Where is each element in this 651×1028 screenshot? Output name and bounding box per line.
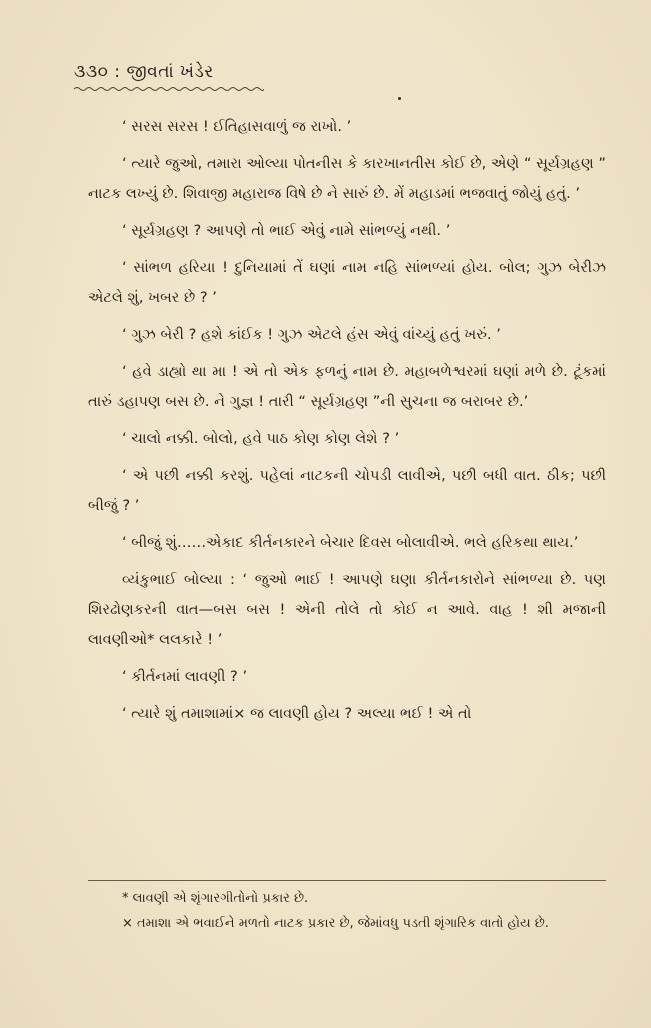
wavy-rule-ornament — [74, 86, 264, 92]
paragraph: ‘ કીર્તનમાં લાવણી ? ’ — [122, 668, 248, 685]
paragraph: ‘ ગુઝ બેરી ? હશે કાંઈક ! ગુઝ એટલે હંસ એવું વાંચ્યું હતું ખરું. ’ — [122, 326, 501, 343]
paragraph: ‘ સૂર્યગ્રહણ ? આપણે તો ભાઈ એવું નામે સાંભળ્યું નથી. ’ — [122, 222, 451, 239]
paragraph: ‘ ત્યારે જુઓ, તમારા ઓલ્યા પોતનીસ કે કારખાનતીસ કોઈ છે, એણે “ સૂર્યગ્રહણ ” નાટક લખ્યું છે. શિવાજી મહારાજ વિષે છે ને સારું છે. મેં મહાડમાં ભજવાતું જોયું હતું. ’ — [88, 155, 606, 202]
footnote-rule — [88, 880, 606, 881]
paragraph: ‘ સાંભળ હરિયા ! દુનિયામાં તેં ઘણાં નામ નહિ સાંભળ્યાં હોય. બોલ; ગુઝ બેરીઝ એટલે શું, ખબર છે ? ’ — [88, 259, 606, 306]
footnote: × તમાશા એ ભવાઈને મળતો નાટક પ્રકાર છે, જેમાંવધુ પડતી શૃંગારિક વાતો હોય છે. — [122, 916, 549, 931]
running-head — [74, 62, 214, 82]
paragraph: ‘ એ પછી નક્કી કરશું. પહેલાં નાટકની ચોપડી લાવીએ, પછી બધી વાત. ઠીક; પછી બીજું ? ’ — [88, 467, 606, 514]
page-number: ૩૩૦ — [74, 62, 109, 82]
paragraph: ‘ હવે ડાહ્યો થા મા ! એ તો એક ફળનું નામ છે. મહાબળેશ્વરમાં ઘણાં મળે છે. ટૂંકમાં તારું ડહાપણ બસ છે. ને ગુજ્ઞ ! તારી “ સૂર્યગ્રહણ ”ની સુચના જ બરાબર છે.’ — [88, 363, 606, 410]
paragraph: વ્યંકુભાઈ બોલ્યા : ‘ જુઓ ભાઈ ! આપણે ઘણા કીર્તનકારોને સાંભળ્યા છે. પણ શિરઢોણકરની વાત—બસ બસ ! એની તોલે તો કોઈ ન આવે. વાહ ! શી મજાની લાવણીઓ* લલકારે ! ’ — [88, 571, 606, 648]
paragraph: ‘ ત્યારે શું તમાશામાં× જ લાવણી હોય ? અલ્યા ભઈ ! એ તો — [122, 705, 472, 722]
footnotes — [88, 886, 606, 936]
print-dot — [398, 97, 401, 100]
header-separator: : — [114, 62, 121, 82]
body-text — [88, 112, 606, 736]
paragraph: ‘ ચાલો નક્કી. બોલો, હવે પાઠ કોણ કોણ લેશે ? ’ — [122, 430, 400, 447]
paragraph: ‘ બીજું શું……એકાદ કીર્તનકારને બેચાર દિવસ બોલાવીએ. ભલે હરિકથા થાય.’ — [122, 534, 579, 551]
book-title: જીવતાં ખંડેર — [126, 62, 214, 82]
paragraph: ‘ સરસ સરસ ! ઈતિહાસવાળું જ રાખો. ’ — [122, 118, 352, 135]
footnote: * લાવણી એ શૃંગારગીતોનો પ્રકાર છે. — [122, 891, 309, 906]
